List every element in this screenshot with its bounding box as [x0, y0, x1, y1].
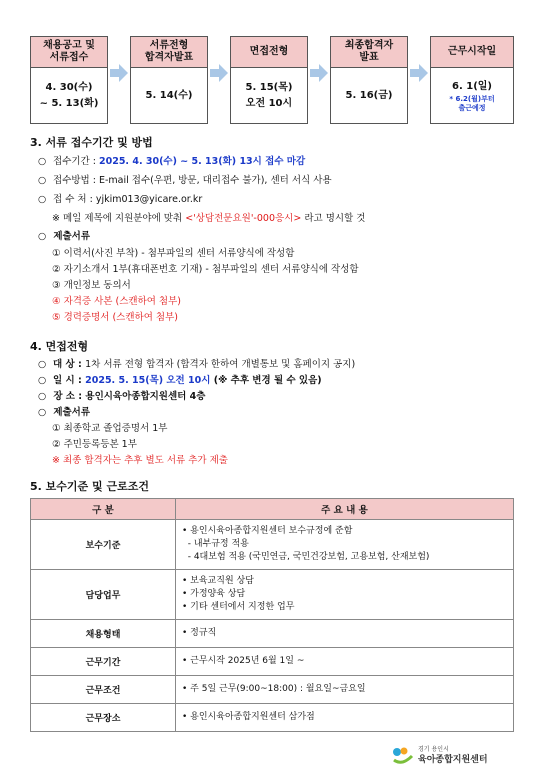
- doc-item: [52, 245, 294, 259]
- flow-step-date: 5. 16(금): [345, 90, 393, 101]
- interview-place: [38, 388, 205, 402]
- interview-target-label: 대 상 :: [53, 359, 86, 370]
- interview-date-label: 일 시 :: [53, 375, 86, 386]
- flow-step-title: 서류전형 합격자발표: [131, 37, 207, 68]
- process-flow: [30, 36, 522, 124]
- interview-date-note: (※ 추후 변경 될 수 있음): [210, 375, 322, 386]
- doc-item: [52, 420, 167, 434]
- doc-num: ①: [52, 423, 61, 434]
- row-key: 근무조건: [31, 676, 176, 704]
- logo-small-text: 경기 용인시: [418, 746, 449, 753]
- sec3-docs-title-text: 제출서류: [53, 231, 91, 242]
- row-key: 채용형태: [31, 620, 176, 648]
- flow-step-5: [430, 36, 514, 124]
- row-key: 담당업무: [31, 570, 176, 620]
- circle-bullet-icon: ○: [38, 156, 47, 167]
- flow-step-date: 5. 14(수): [145, 90, 193, 101]
- receipt-period-value: 2025. 4. 30(수) ~ 5. 13(화) 13시 접수 마감: [98, 156, 306, 167]
- doc-text: 최종학교 졸업증명서 1부: [63, 423, 168, 434]
- doc-num: ②: [52, 439, 61, 450]
- receipt-method-text: 접수방법 : E-mail 접수(우편, 방문, 대리접수 불가), 센터 서식 사용: [53, 175, 332, 186]
- circle-bullet-icon: ○: [38, 231, 47, 242]
- doc-text: 자격증 사본 (스캔하여 첨부): [63, 296, 181, 307]
- flow-step-1: [30, 36, 108, 124]
- doc-item: [52, 261, 359, 275]
- conditions-table: [30, 498, 514, 732]
- row-line: - 내부규정 적용: [182, 539, 249, 549]
- flow-step-date: 4. 30(수) ~ 5. 13(화): [39, 82, 99, 109]
- interview-date-value: 2025. 5. 15(목) 오전 10시: [85, 375, 211, 386]
- row-line: • 기타 센터에서 지정한 업무: [182, 602, 295, 612]
- arrow-right-icon: [410, 64, 428, 82]
- flow-step-title: 채용공고 및 서류접수: [31, 37, 107, 68]
- receipt-period-label: 접수기간 :: [53, 156, 99, 167]
- table-row: [31, 570, 514, 620]
- column-header: 주 요 내 용: [176, 499, 514, 520]
- flow-step-date: 5. 15(목) 오전 10시: [245, 82, 293, 109]
- interview-date: [38, 372, 322, 386]
- flow-step-title: 근무시작일: [431, 37, 513, 68]
- row-value: [176, 704, 514, 732]
- table-header-row: [31, 499, 514, 520]
- row-line: • 보육교직원 상담: [182, 576, 254, 586]
- flow-step-title: 면접전형: [231, 37, 307, 68]
- row-line: • 용인시육아종합지원센터 삼가점: [182, 712, 315, 722]
- interview-target: [38, 356, 355, 370]
- flow-step-date: 6. 1(일): [452, 81, 492, 92]
- doc-item: [52, 309, 178, 323]
- row-line: • 정규직: [182, 628, 217, 638]
- circle-bullet-icon: ○: [38, 175, 47, 186]
- doc-text: 이력서(사진 부착) - 첨부파일의 센터 서류양식에 작성함: [63, 248, 295, 259]
- doc-text: 자기소개서 1부(휴대폰번호 기재) - 첨부파일의 센터 서류양식에 작성함: [63, 264, 359, 275]
- doc-item: [52, 293, 181, 307]
- receipt-email: [38, 191, 202, 205]
- circle-bullet-icon: ○: [38, 194, 47, 205]
- sec4-docs-title: [38, 404, 90, 418]
- doc-item: [52, 277, 131, 291]
- doc-text: 주민등록등본 1부: [63, 439, 137, 450]
- circle-bullet-icon: ○: [38, 359, 47, 370]
- table-row: [31, 520, 514, 570]
- doc-num: ⑤: [52, 312, 61, 323]
- final-note: ※ 최종 합격자는 추후 별도 서류 추가 제출: [52, 455, 228, 466]
- table-row: [31, 620, 514, 648]
- interview-place-text: 장 소 : 용인시육아종합지원센터 4층: [53, 391, 206, 402]
- interview-target-value: 1차 서류 전형 합격자 (합격자 한하여 개별통보 및 홈페이지 공지): [85, 359, 356, 370]
- row-line: • 용인시육아종합지원센터 보수규정에 준함: [182, 526, 353, 536]
- row-line: • 가정양육 상담: [182, 589, 246, 599]
- arrow-right-icon: [110, 64, 128, 82]
- logo-name-text: 육아종합지원센터: [418, 755, 488, 765]
- row-value: [176, 648, 514, 676]
- receipt-method: [38, 172, 332, 186]
- subject-notice-post: 라고 명시할 것: [301, 213, 366, 224]
- row-line: - 4대보험 적용 (국민연금, 국민건강보험, 고용보험, 산재보험): [182, 552, 430, 562]
- row-value: [176, 676, 514, 704]
- section-3-title: 3. 서류 접수기간 및 방법: [30, 136, 153, 149]
- doc-item: [52, 436, 137, 450]
- row-value: [176, 620, 514, 648]
- center-logo-icon: [392, 746, 414, 764]
- flow-step-2: [130, 36, 208, 124]
- doc-num: ①: [52, 248, 61, 259]
- doc-text: 개인정보 동의서: [63, 280, 131, 291]
- doc-text: 경력증명서 (스캔하여 첨부): [63, 312, 178, 323]
- arrow-right-icon: [310, 64, 328, 82]
- doc-num: ③: [52, 280, 61, 291]
- table-row: [31, 704, 514, 732]
- circle-bullet-icon: ○: [38, 375, 47, 386]
- row-line: • 주 5일 근무(9:00~18:00) : 월요일~금요일: [182, 684, 366, 694]
- column-header: 구 분: [31, 499, 176, 520]
- flow-step-3: [230, 36, 308, 124]
- flow-step-4: [330, 36, 408, 124]
- sec3-docs-title: [38, 228, 90, 242]
- table-row: [31, 648, 514, 676]
- circle-bullet-icon: ○: [38, 391, 47, 402]
- row-line: • 근무시작 2025년 6월 1일 ~: [182, 656, 305, 666]
- receipt-email-text[interactable]: 접 수 처 : yjkim013@yicare.or.kr: [53, 194, 203, 205]
- row-value: [176, 570, 514, 620]
- table-row: [31, 676, 514, 704]
- arrow-right-icon: [210, 64, 228, 82]
- flow-step-note: * 6.2(월)부터 출근예정: [449, 95, 495, 112]
- row-value: [176, 520, 514, 570]
- section-5-title: 5. 보수기준 및 근로조건: [30, 480, 149, 493]
- doc-num: ④: [52, 296, 61, 307]
- row-key: 근무장소: [31, 704, 176, 732]
- row-key: 근무기간: [31, 648, 176, 676]
- sec4-docs-title-text: 제출서류: [53, 407, 91, 418]
- row-key: 보수기준: [31, 520, 176, 570]
- subject-notice-pre: ※ 메일 제목에 지원분야에 맞춰: [52, 213, 186, 224]
- doc-num: ②: [52, 264, 61, 275]
- subject-notice: [52, 210, 365, 224]
- subject-notice-format: <'상담전문요원'-000응시>: [185, 213, 302, 224]
- circle-bullet-icon: ○: [38, 407, 47, 418]
- flow-step-title: 최종합격자 발표: [331, 37, 407, 68]
- section-4-title: 4. 면접전형: [30, 340, 89, 353]
- receipt-period: [38, 153, 305, 167]
- center-logo: [392, 744, 512, 766]
